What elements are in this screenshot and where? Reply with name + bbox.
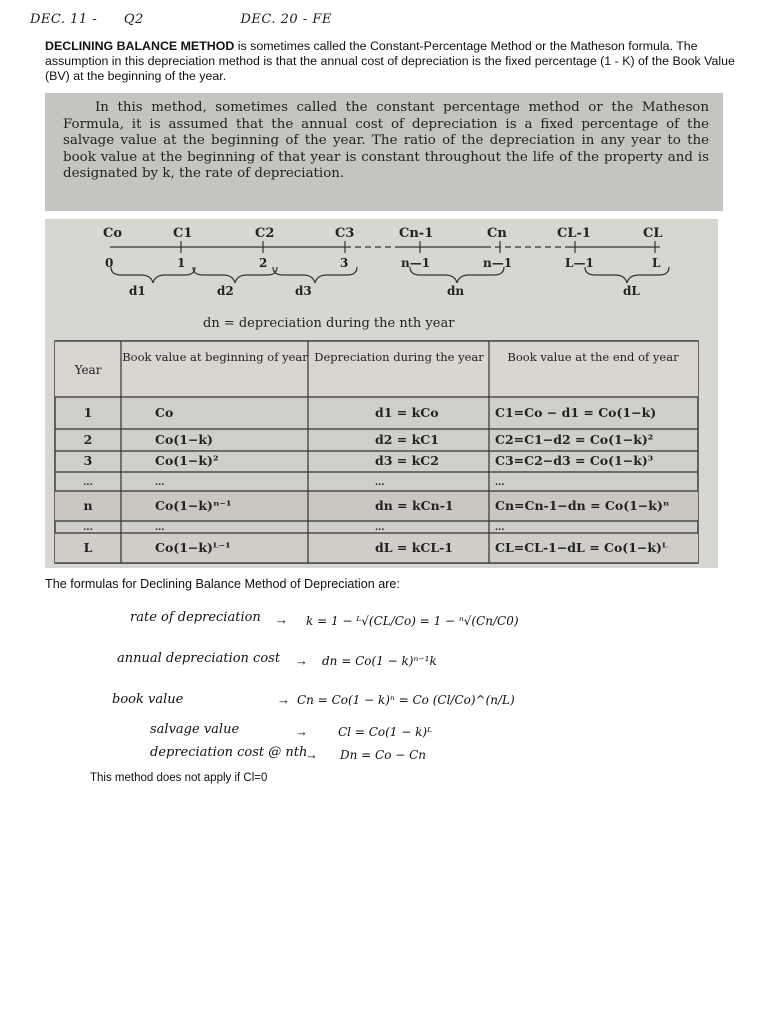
formula-label-salvage: salvage value	[150, 722, 240, 737]
arrow-icon: →	[295, 724, 308, 739]
timeline-dep-2: d3	[295, 284, 312, 298]
table-cell-r3-c3: ...	[495, 478, 505, 488]
timeline-cost-7: CL	[643, 226, 663, 241]
table-cell-r0-c1: Co	[155, 405, 174, 420]
table-cell-r1-c1: Co(1−k)	[155, 432, 213, 447]
table-header-year: Year	[74, 363, 102, 377]
timeline-year-5: n—1	[483, 256, 513, 270]
formula-label-rate: rate of depreciation	[130, 610, 261, 625]
table-cell-r5-c1: ...	[155, 523, 165, 533]
timeline-dep-0: d1	[129, 284, 146, 298]
formula-math-rate: k = 1 − ᴸ√(CL/Co) = 1 − ⁿ√(Cn/C0)	[306, 614, 519, 628]
timeline-dep-4: dL	[623, 284, 640, 298]
excerpt-text: In this method, sometimes called the constant percentage method or the Matheson Formula, it is assumed that the annual cost of depreciation is a fixed percentage of the salvage value at the beginning of the year. The ratio of the depreciation in any year to the book value at the beginning of that year is constant throughout the life of the property and is designated by k, the rate of depreciation.	[63, 100, 709, 182]
depreciation-figure	[45, 219, 718, 568]
table-cell-r4-c1: Co(1−k)ⁿ⁻¹	[155, 498, 232, 513]
handwritten-header	[30, 12, 354, 27]
timeline-cost-1: C1	[173, 226, 193, 241]
table-cell-r2-c3: C3=C2−d3 = Co(1−k)³	[495, 453, 654, 468]
timeline-year-4: n—1	[401, 256, 431, 270]
formula-math-annual: dn = Co(1 − k)ⁿ⁻¹k	[322, 654, 437, 668]
textbook-excerpt	[45, 93, 723, 211]
table-cell-r4-c3: Cn=Cn-1−dn = Co(1−k)ⁿ	[495, 498, 670, 513]
table-cell-r2-c0: 3	[83, 453, 93, 468]
formula-label-book: book value	[112, 692, 184, 707]
formula-label-annual: annual depreciation cost	[117, 651, 281, 666]
table-cell-r6-c0: L	[83, 540, 93, 555]
timeline-year-0: 0	[105, 256, 114, 270]
table-header-depreciation: Depreciation during the year	[314, 350, 484, 364]
arrow-icon: →	[295, 653, 308, 668]
table-cell-r6-c3: CL=CL-1−dL = Co(1−k)ᴸ	[495, 540, 668, 555]
table-cell-r1-c3: C2=C1−d2 = Co(1−k)²	[495, 432, 654, 447]
formulas-intro: The formulas for Declining Balance Method of Depreciation are:	[45, 577, 400, 591]
table-cell-r3-c0: ...	[83, 478, 93, 488]
timeline-cost-2: C2	[255, 226, 275, 241]
figure-svg	[45, 219, 718, 568]
timeline-caption: dn = depreciation during the nth year	[203, 316, 455, 331]
timeline-cost-4: Cn-1	[399, 226, 434, 241]
timeline-cost-5: Cn	[487, 226, 507, 241]
formula-math-book: Cn = Co(1 − k)ⁿ = Co (Cl/Co)^(n/L)	[297, 693, 515, 707]
timeline-cost-0: Co	[103, 226, 123, 241]
timeline-cost-6: CL-1	[557, 226, 591, 241]
arrow-icon: →	[277, 692, 290, 707]
arrow-icon: →	[275, 612, 288, 627]
table-cell-r3-c2: ...	[375, 478, 385, 488]
table-cell-r6-c1: Co(1−k)ᴸ⁻¹	[155, 540, 231, 555]
table-header-book-end: Book value at the end of year	[507, 350, 679, 364]
table-header-book-begin: Book value at beginning of year	[122, 350, 308, 364]
table-cell-r3-c1: ...	[155, 478, 165, 488]
table-cell-r5-c0: ...	[83, 523, 93, 533]
intro-text: is sometimes called the Constant-Percentage Method or the Matheson formula. The assumption in this depreciation method is that the annual cost of depreciation is the fixed percentage (1 - K) of the Book Value (BV) at the beginning of the year.	[45, 39, 735, 83]
arrow-icon: →	[305, 747, 318, 762]
intro-paragraph	[45, 39, 735, 84]
timeline-dep-1: d2	[217, 284, 234, 298]
formula-math-depcost: Dn = Co − Cn	[340, 748, 427, 762]
header-date-left: DEC. 11 -	[30, 12, 98, 27]
timeline-year-7: L	[652, 256, 661, 270]
table-cell-r2-c1: Co(1−k)²	[155, 453, 219, 468]
timeline-year-2: 2	[259, 256, 268, 270]
timeline-year-1: 1	[177, 256, 186, 270]
table-cell-r1-c2: d2 = kC1	[375, 432, 439, 447]
formula-math-salvage: Cl = Co(1 − k)ᴸ	[338, 725, 433, 739]
table-cell-r0-c3: C1=Co − d1 = Co(1−k)	[495, 405, 657, 420]
formula-label-depcost: depreciation cost @ nth	[150, 745, 308, 760]
table-cell-r5-c3: ...	[495, 523, 505, 533]
timeline-year-6: L—1	[565, 256, 594, 270]
method-title: DECLINING BALANCE METHOD	[45, 39, 235, 53]
timeline-dep-3: dn	[447, 284, 465, 298]
header-date-right: DEC. 20 - FE	[240, 12, 332, 27]
table-cell-r2-c2: d3 = kC2	[375, 453, 439, 468]
table-cell-r1-c0: 2	[83, 432, 93, 447]
method-note: This method does not apply if Cl=0	[90, 772, 268, 784]
table-cell-r4-c0: n	[83, 498, 93, 513]
timeline-cost-3: C3	[335, 226, 355, 241]
table-cell-r5-c2: ...	[375, 523, 385, 533]
timeline-year-3: 3	[340, 256, 349, 270]
table-cell-r4-c2: dn = kCn-1	[375, 498, 454, 513]
header-code: Q2	[123, 12, 144, 27]
table-cell-r0-c2: d1 = kCo	[375, 405, 439, 420]
table-cell-r0-c0: 1	[83, 405, 93, 420]
table-cell-r6-c2: dL = kCL-1	[375, 540, 453, 555]
